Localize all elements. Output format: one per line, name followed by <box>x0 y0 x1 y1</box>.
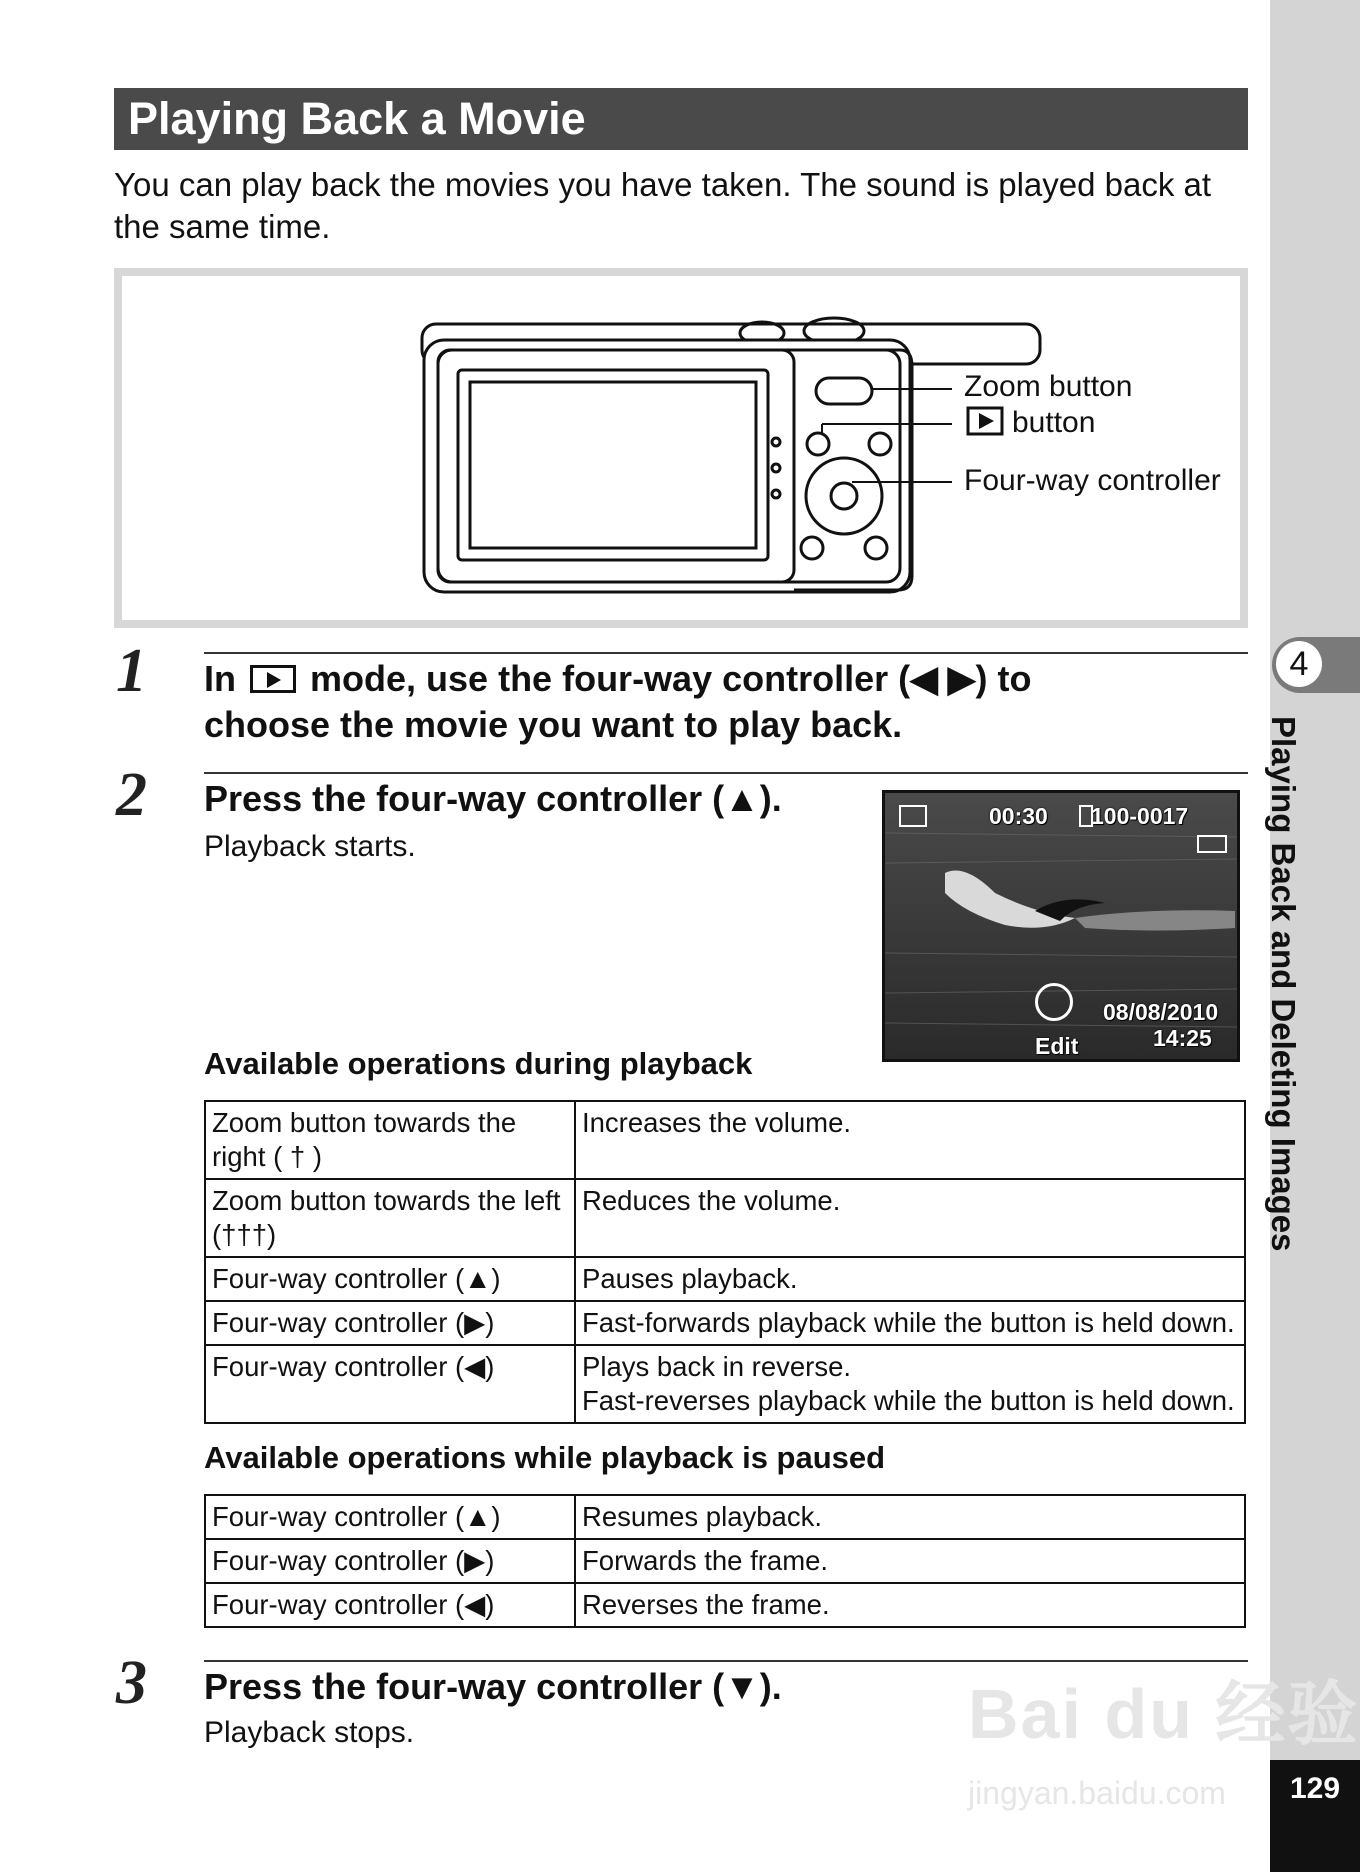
step-3-number: 3 <box>116 1649 147 1717</box>
memory-card-icon <box>1079 805 1093 827</box>
osd-clock: 14:25 <box>1153 1025 1212 1051</box>
camera-drawing <box>122 276 1240 620</box>
table-row <box>205 1179 1245 1257</box>
table-row <box>205 1301 1245 1345</box>
control-cell: Four-way controller (◀) <box>205 1583 575 1627</box>
osd-time: 00:30 <box>989 803 1048 829</box>
four-way-osd-icon <box>1035 983 1073 1021</box>
table-row <box>205 1345 1245 1423</box>
chapter-number: 4 <box>1276 641 1322 687</box>
control-cell: Four-way controller (▶) <box>205 1539 575 1583</box>
action-line: Fast-reverses playback while the button is held down. <box>582 1385 1235 1416</box>
action-cell: Forwards the frame. <box>575 1539 1245 1583</box>
baidu-watermark-url: jingyan.baidu.com <box>968 1775 1226 1811</box>
control-cell: Zoom button towards the right ( † ) <box>205 1101 575 1179</box>
step-1-pre: In <box>204 658 236 699</box>
control-cell: Four-way controller (▶) <box>205 1301 575 1345</box>
playback-screen <box>882 790 1240 1062</box>
page-number: 129 <box>1289 1772 1341 1805</box>
table-row <box>205 1539 1245 1583</box>
control-cell: Four-way controller (◀) <box>205 1345 575 1423</box>
step-3-body: Playback stops. <box>204 1716 415 1749</box>
action-cell: Resumes playback. <box>575 1495 1245 1539</box>
table-row <box>205 1583 1245 1627</box>
table-row <box>205 1257 1245 1301</box>
osd-date: 08/08/2010 <box>1103 999 1219 1025</box>
step-3-heading: Press the four-way controller (▼). <box>204 1666 782 1707</box>
battery-icon <box>1197 835 1227 853</box>
osd-edit: Edit <box>1035 1033 1079 1059</box>
step-2-number: 2 <box>116 761 147 829</box>
action-cell <box>575 1345 1245 1423</box>
action-line: Plays back in reverse. <box>582 1351 851 1382</box>
action-cell: Pauses playback. <box>575 1257 1245 1301</box>
action-cell: Reverses the frame. <box>575 1583 1245 1627</box>
action-cell: Fast-forwards playback while the button is held down. <box>575 1301 1245 1345</box>
step-1-heading <box>204 656 1254 748</box>
playback-operations-table <box>204 1100 1246 1424</box>
osd-file-number: 100-0017 <box>1091 803 1189 829</box>
paused-operations-table <box>204 1494 1246 1628</box>
chapter-title: Playing Back and Deleting Images <box>1265 716 1302 1252</box>
table-row <box>205 1495 1245 1539</box>
step-1-number: 1 <box>116 637 147 705</box>
baidu-watermark: Bai du 经验 <box>968 1675 1360 1753</box>
four-way-controller-label: Four-way controller <box>964 464 1221 497</box>
control-cell: Four-way controller (▲) <box>205 1257 575 1301</box>
control-cell: Four-way controller (▲) <box>205 1495 575 1539</box>
zoom-button-label: Zoom button <box>964 370 1133 403</box>
table1-heading: Available operations during playback <box>204 1046 753 1081</box>
movie-playback-icon <box>899 805 927 827</box>
table-row <box>205 1101 1245 1179</box>
step-1-line2: choose the movie you want to play back. <box>204 704 903 745</box>
step-2-heading: Press the four-way controller (▲). <box>204 778 782 819</box>
action-cell: Increases the volume. <box>575 1101 1245 1179</box>
camera-illustration <box>114 268 1248 628</box>
control-cell: Zoom button towards the left (†††) <box>205 1179 575 1257</box>
action-cell: Reduces the volume. <box>575 1179 1245 1257</box>
playback-button-label: button <box>1012 406 1096 439</box>
step-2-body: Playback starts. <box>204 830 416 863</box>
step-2-rule <box>204 772 1248 774</box>
step-1-rule <box>204 652 1248 654</box>
intro-text: You can play back the movies you have taken. The sound is played back at the same time. <box>114 166 1212 245</box>
playback-mode-icon <box>250 665 296 693</box>
table2-heading: Available operations while playback is paused <box>204 1440 886 1475</box>
page-title: Playing Back a Movie <box>128 93 586 144</box>
step-1-post: mode, use the four-way controller (◀ ▶) to <box>310 658 1032 699</box>
